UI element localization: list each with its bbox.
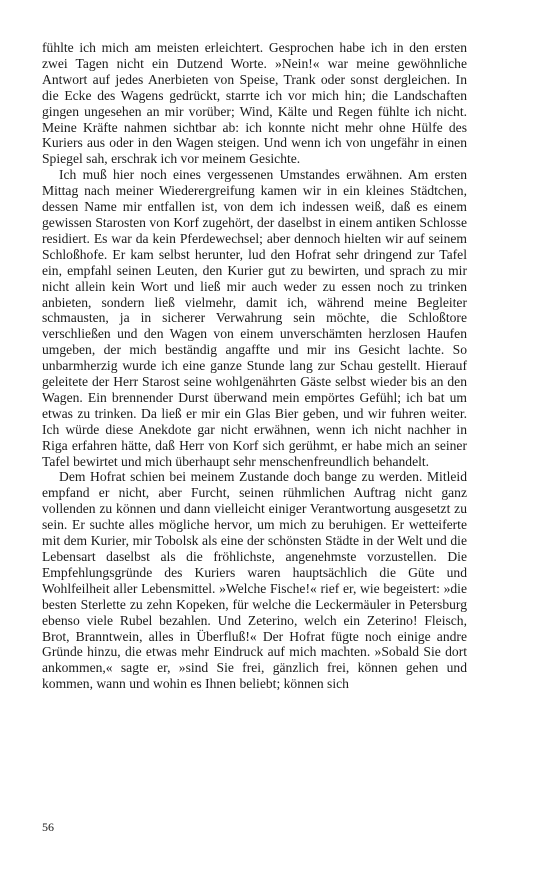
paragraph-1: fühlte ich mich am meisten erleichtert. Gesprochen habe ich in den ersten zwei Tagen nicht ein Dutzend Worte. »Nein!« war meine gewöhnliche Antwort auf jedes Anerbieten von Speise, Trank oder sonst dergleichen. In die Ecke des Wagens gedrückt, starrte ich vor mich hin; die Landschaften gingen ungesehen an mir vorüber; Wind, Kälte und Regen fühlte ich nicht. Meine Kräfte nahmen sichtbar ab: ich konnte nicht mehr ohne Hülfe des Kuriers aus oder in den Wagen steigen. Und wenn ich von ungefähr in einen Spiegel sah, erschrak ich vor meinem Gesichte.: [42, 40, 467, 167]
page-number: 56: [42, 820, 54, 834]
paragraph-3: Dem Hofrat schien bei meinem Zustande doch bange zu werden. Mitleid empfand er nicht, aber Furcht, seinen rühmlichen Auftrag nicht ganz vollenden zu können und dann vielleicht einiger Verantwortung ausgesetzt zu sein. Er suchte alles mögliche hervor, um mich zu beruhigen. Er wetteiferte mit dem Kurier, mir Tobolsk als eine der schönsten Städte in der Welt und die Lebensart daselbst als die fröhlichste, angenehmste vorzustellen. Die Empfehlungsgründe des Kuriers waren hauptsächlich die Güte und Wohlfeilheit aller Lebensmittel. »Welche Fische!« rief er, wie begeistert: »die besten Sterlette zu zehn Kopeken, für welche die Leckermäuler in Petersburg ebenso viele Rubel bezahlen. Und Zeterino, welch ein Zeterino! Fleisch, Brot, Branntwein, alles in Überfluß!« Der Hofrat fügte noch einige andre Gründe hinzu, die etwas mehr Eindruck auf mich machten. »Sobald Sie dort ankommen,« sagte er, »sind Sie frei, gänzlich frei, können gehen und kommen, wann und wohin es Ihnen beliebt; können sich: [42, 469, 467, 692]
body-text: [42, 40, 467, 692]
paragraph-2: Ich muß hier noch eines vergessenen Umstandes erwähnen. Am ersten Mittag nach meiner Wiederergreifung kamen wir in ein kleines Städtchen, dessen Name mir entfallen ist, von dem ich indessen weiß, daß es einem gewissen Starosten von Korf zugehört, der daselbst in einem antiken Schlosse residiert. Es war da kein Pferdewechsel; aber dennoch hielten wir auf seinem Schloßhofe. Er kam selbst herunter, lud den Hofrat sehr dringend zur Tafel ein, empfahl seinen Leuten, den Kurier gut zu bewirten, und sprach zu mir nicht allein kein Wort und ließ mir auch weder zu essen noch zu trinken anbieten, sondern ließ vielmehr, damit ich, während meine Begleiter schmausten, ja in sicherer Verwahrung sein möchte, die Schloßtore verschließen und den Wagen von einem unverschämten herzlosen Haufen umgeben, der mich beständig angaffte und mir ins Gesicht lachte. So unbarmherzig wurde ich eine ganze Stunde lang zur Schau gestellt. Hierauf geleitete der Herr Starost seine wohlgenährten Gäste selbst wieder bis an den Wagen. Ein brennender Durst überwand mein empörtes Gefühl; ich bat um etwas zu trinken. Da ließ er mir ein Glas Bier geben, und wir fuhren weiter. Ich würde diese Anekdote gar nicht erwähnen, wenn ich nicht nachher in Riga erfahren hätte, daß Herr von Korf sich gerühmt, er habe mich an seiner Tafel bewirtet und mich überhaupt sehr menschenfreundlich behandelt.: [42, 167, 467, 469]
